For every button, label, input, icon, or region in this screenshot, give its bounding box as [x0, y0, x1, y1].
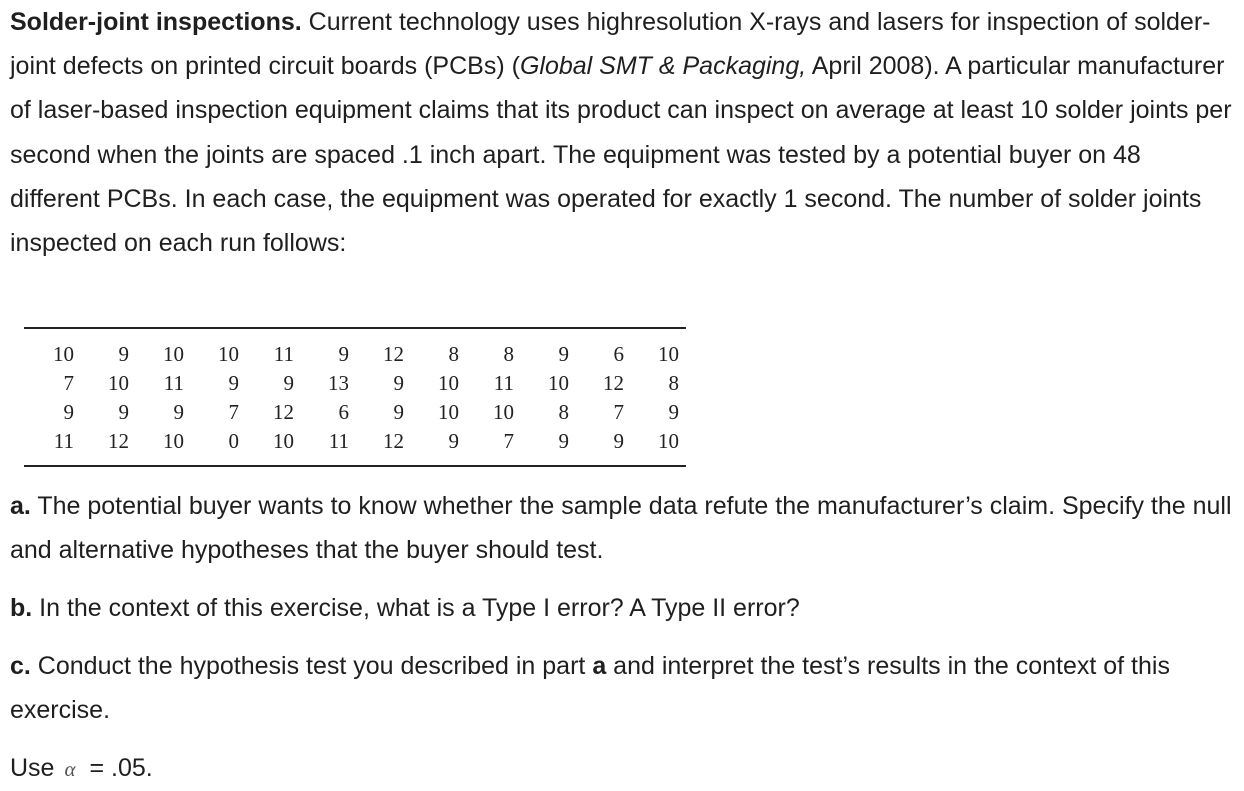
table-cell: 9: [613, 429, 624, 453]
table-cell: 12: [383, 429, 404, 453]
question-b-text: In the context of this exercise, what is a Type I error? A Type II error?: [32, 594, 800, 622]
question-c-part-ref: a: [592, 652, 607, 680]
table-cell: 8: [503, 342, 514, 366]
table-cell: 9: [118, 400, 129, 424]
table-cell: 0: [228, 429, 239, 453]
question-c-label: c.: [10, 652, 31, 680]
table-cell: 10: [548, 371, 569, 395]
question-b-label: b.: [10, 594, 33, 622]
source-citation: Global SMT & Packaging,: [519, 52, 807, 81]
table-row: [24, 427, 679, 456]
table-cell: 11: [493, 371, 514, 395]
table-cell: 13: [328, 371, 349, 395]
question-b: [10, 586, 1235, 630]
question-c-text-1: Conduct the hypothesis test you described in part: [30, 652, 593, 680]
table-cell: 9: [558, 342, 569, 366]
table-cell: 11: [163, 371, 184, 395]
table-cell: 9: [668, 400, 679, 424]
significance-level: [10, 746, 1235, 791]
table-cell: 11: [53, 429, 74, 453]
table-cell: 11: [328, 429, 349, 453]
table-cell: 10: [163, 342, 184, 366]
table-cell: 6: [338, 400, 349, 424]
table-cell: 10: [163, 429, 184, 453]
table-cell: 9: [228, 371, 239, 395]
table-cell: 9: [118, 342, 129, 366]
table-cell: 12: [383, 342, 404, 366]
table-cell: 7: [228, 400, 239, 424]
table-cell: 11: [273, 342, 294, 366]
table-row: [24, 398, 679, 427]
table-cell: 10: [658, 342, 679, 366]
table-cell: 10: [108, 371, 129, 395]
table-cell: 10: [273, 429, 294, 453]
table-cell: 8: [448, 342, 459, 366]
table-cell: 9: [448, 429, 459, 453]
table-cell: 12: [108, 429, 129, 453]
table-cell: 9: [173, 400, 184, 424]
table-cell: 10: [493, 400, 514, 424]
table-row: [24, 369, 679, 398]
problem-content: [10, 0, 1235, 265]
table-cell: 12: [603, 371, 624, 395]
question-a: [10, 484, 1235, 572]
table-cell: 9: [338, 342, 349, 366]
table-cell: 7: [613, 400, 624, 424]
table-cell: 10: [658, 429, 679, 453]
table-cell: 9: [558, 429, 569, 453]
use-prefix: Use: [10, 754, 55, 782]
question-c: [10, 644, 1235, 732]
table-cell: 8: [558, 400, 569, 424]
table-cell: 10: [218, 342, 239, 366]
table-cell: 10: [53, 342, 74, 366]
data-table-container: [24, 327, 686, 467]
table-cell: 7: [63, 371, 74, 395]
table-cell: 9: [393, 371, 404, 395]
table-cell: 6: [613, 342, 624, 366]
table-cell: 10: [438, 400, 459, 424]
data-table: [24, 340, 679, 456]
table-cell: 9: [393, 400, 404, 424]
table-cell: 9: [283, 371, 294, 395]
table-cell: 9: [63, 400, 74, 424]
table-row: [24, 340, 679, 369]
table-cell: 12: [273, 400, 294, 424]
use-suffix: = .05.: [89, 754, 153, 782]
alpha-symbol: α: [64, 757, 76, 781]
intro-paragraph: [10, 0, 1235, 265]
intro-text-1: Current technology uses highresolution X-rays and lasers for inspection of solder-joint defects on printed circuit boards (PCBs) (: [10, 8, 1211, 81]
table-cell: 7: [503, 429, 514, 453]
intro-text-2: April 2008). A particular manufacturer of laser-based inspection equipment claims that its product can inspect on average at least 10 solder joints per second when the joints are spaced .1 inch apart. The equipment was tested by a potential buyer on 48 different PCBs. In each case, the equipment was operated for exactly 1 second. The number of solder joints inspected on each run follows:: [10, 52, 1232, 258]
table-cell: 8: [668, 371, 679, 395]
question-c-text-2: and interpret the test’s results in the context of this exercise.: [10, 652, 1170, 725]
problem-title: Solder-joint inspections.: [10, 8, 302, 36]
table-cell: 10: [438, 371, 459, 395]
question-a-label: a.: [10, 492, 31, 520]
question-a-text: The potential buyer wants to know whether the sample data refute the manufacturer’s claim. Specify the null and alternative hypotheses that the buyer should test.: [10, 492, 1232, 565]
